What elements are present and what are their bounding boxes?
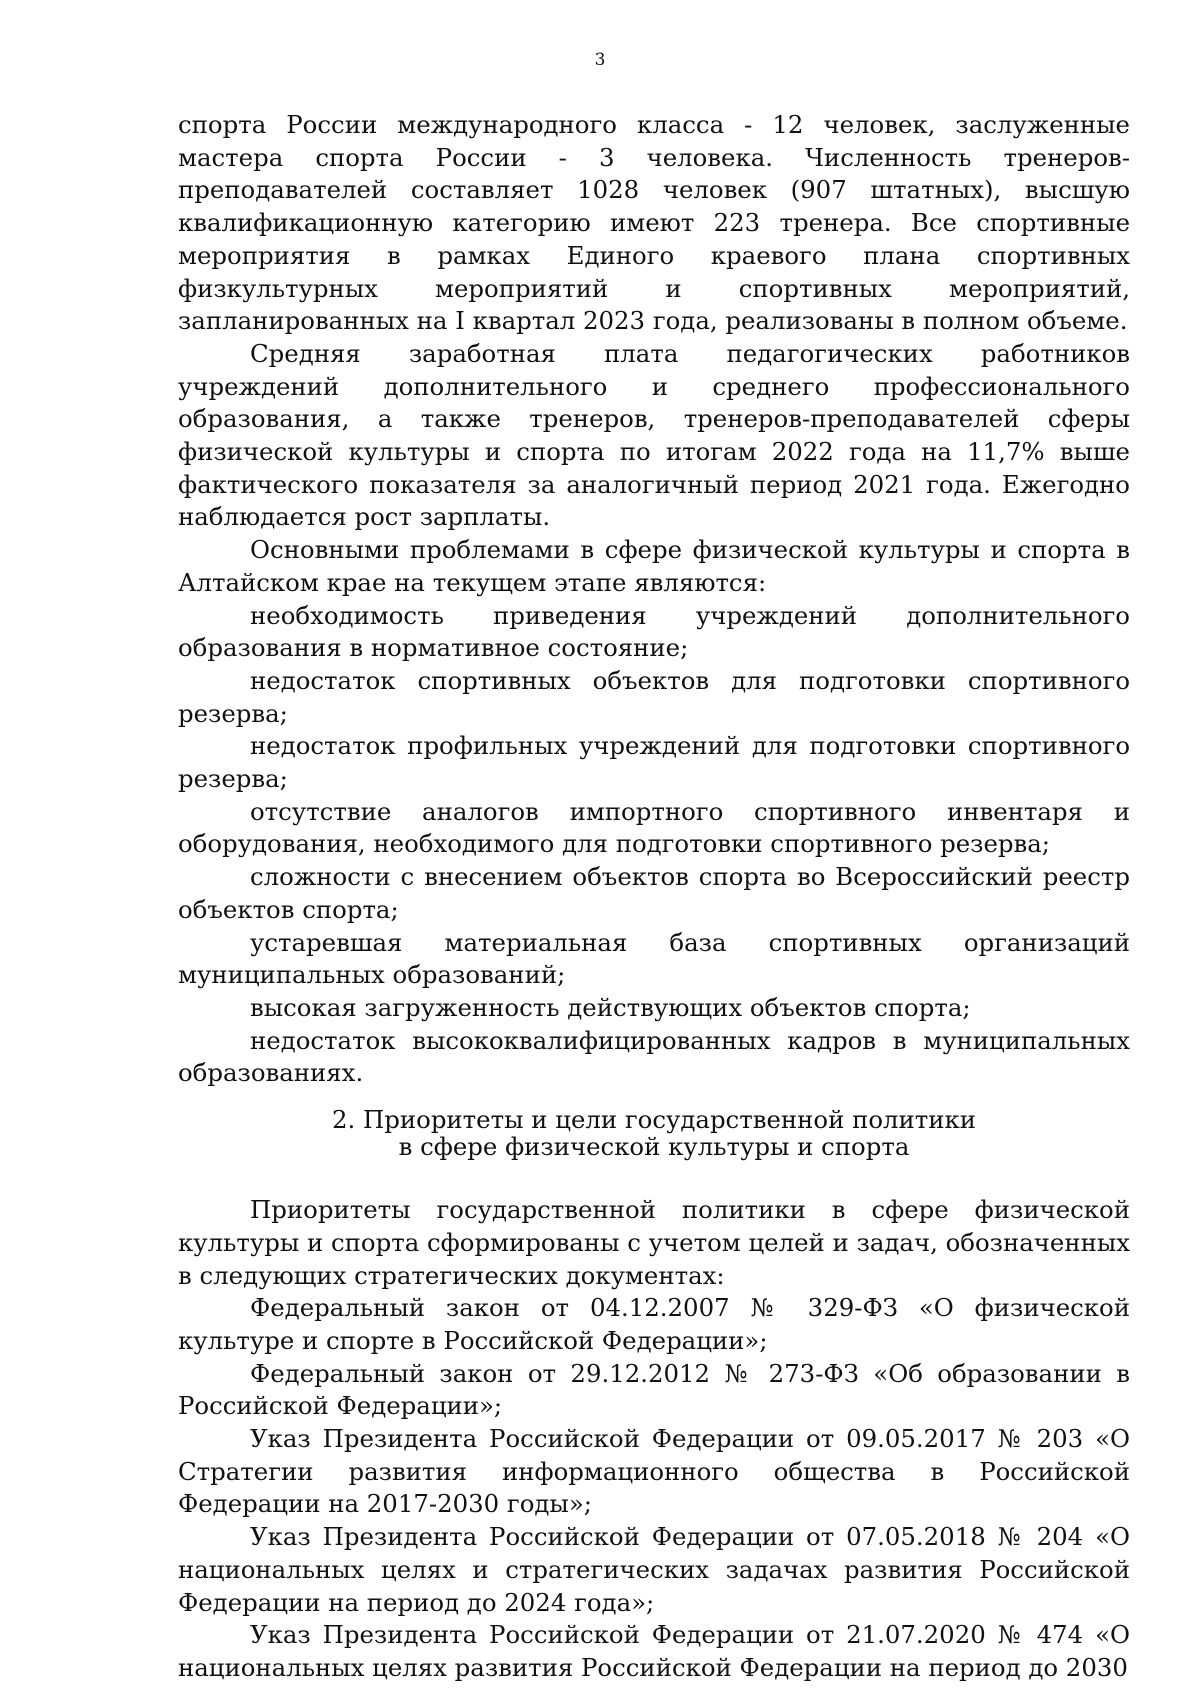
document-body (178, 109, 1130, 1685)
paragraph: Средняя заработная плата педагогических работников учреждений дополнительного и среднего профессионального образования, а также тренеров, тренеров-преподавателей сферы физической культуры и спорта по итогам 2022 года на 11,7% выше фактического показателя за аналогичный период 2021 года. Ежегодно наблюдается рост зарплаты. (178, 338, 1130, 532)
paragraph: спорта России международного класса - 12 человек, заслуженные мастера спорта России - 3 человека. Численность тренеров-преподавателей составляет 1028 человек (907 штатных), высшую квалификационную категорию имеют 223 тренера. Все спортивные мероприятия в рамках Единого краевого плана спортивных физкультурных мероприятий и спортивных мероприятий, запланированных на I квартал 2023 года, реализованы в полном объеме. (178, 110, 1130, 336)
problem-list-item: устаревшая материальная база спортивных организаций муниципальных образований; (178, 927, 1130, 990)
problem-list-item: недостаток спортивных объектов для подготовки спортивного резерва; (178, 665, 1130, 728)
problem-list-item: необходимость приведения учреждений дополнительного образования в нормативное состояние; (178, 600, 1130, 663)
document-list-item: Указ Президента Российской Федерации от 09.05.2017 № 203 «О Стратегии развития информационного общества в Российской Федерации на 2017-2030 годы»; (178, 1424, 1130, 1519)
paragraph: Приоритеты государственной политики в сфере физической культуры и спорта сформированы с учетом целей и задач, обозначенных в следующих стратегических документах: (178, 1195, 1130, 1290)
page-number: 3 (594, 50, 606, 70)
problem-list-item: высокая загруженность действующих объектов спорта; (250, 992, 971, 1022)
problem-list-item: недостаток высококвалифицированных кадров в муниципальных образованиях. (178, 1025, 1130, 1088)
section-heading-line-2: в сфере физической культуры и спорта (398, 1132, 910, 1162)
problem-list-item: сложности с внесением объектов спорта во Всероссийский реестр объектов спорта; (178, 862, 1130, 924)
document-list-item: Федеральный закон от 04.12.2007 № 329-ФЗ «О физической культуре и спорте в Российской Федерации»; (178, 1293, 1130, 1355)
problem-list-item: отсутствие аналогов импортного спортивного инвентаря и оборудования, необходимого для подготовки спортивного резерва; (178, 796, 1130, 859)
document-list-item: Федеральный закон от 29.12.2012 № 273-ФЗ «Об образовании в Российской Федерации»; (178, 1358, 1130, 1421)
section-heading (178, 1106, 1130, 1160)
document-list-item: Указ Президента Российской Федерации от 21.07.2020 № 474 «О национальных целях развития Российской Федерации на период до 2030 (178, 1620, 1130, 1682)
paragraph: Основными проблемами в сфере физической культуры и спорта в Алтайском крае на текущем этапе являются: (178, 535, 1130, 597)
document-list-item: Указ Президента Российской Федерации от 07.05.2018 № 204 «О национальных целях и стратегических задачах развития Российской Федерации на период до 2024 года»; (178, 1522, 1130, 1617)
section-heading-line-1: 2. Приоритеты и цели государственной политики (331, 1105, 977, 1135)
problem-list-item: недостаток профильных учреждений для подготовки спортивного резерва; (178, 731, 1130, 794)
